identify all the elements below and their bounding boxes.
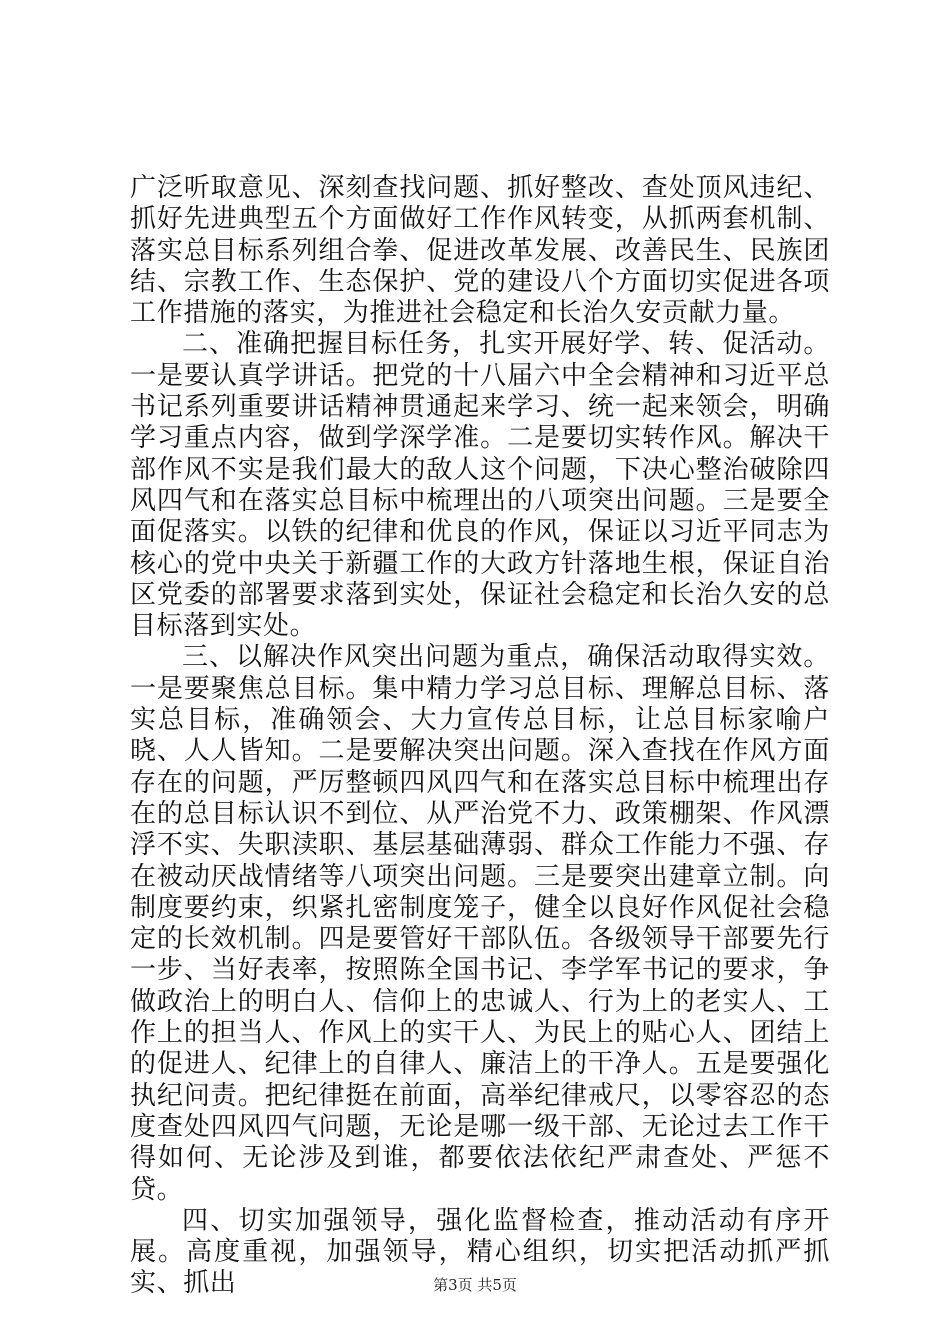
- paragraph-section-four: 四、切实加强领导，强化监督检查，推动活动有序开展。高度重视，加强领导，精心组织，切实把活动抓严抓实、抓出: [130, 1205, 830, 1299]
- paragraph-continuation: 广泛听取意见、深刻查找问题、抓好整改、查处顶风违纪、抓好先进典型五个方面做好工作作风转变，从抓两套机制、落实总目标系列组合拳、促进改革发展、改善民生、民族团结、宗教工作、生态保护、党的建设八个方面切实促进各项工作措施的落实，为推进社会稳定和长治久安贡献力量。: [130, 173, 830, 329]
- paragraph-section-three: 三、以解决作风突出问题为重点，确保活动取得实效。一是要聚焦总目标。集中精力学习总目标、理解总目标、落实总目标，准确领会、大力宣传总目标，让总目标家喻户晓、人人皆知。二是要解决突出问题。深入查找在作风方面存在的问题，严厉整顿四风四气和在落实总目标中梳理出存在的总目标认识不到位、从严治党不力、政策棚架、作风漂浮不实、失职渎职、基层基础薄弱、群众工作能力不强、存在被动厌战情绪等八项突出问题。三是要突出建章立制。向制度要约束，织紧扎密制度笼子，健全以良好作风促社会稳定的长效机制。四是要管好干部队伍。各级领导干部要先行一步、当好表率，按照陈全国书记、李学军书记的要求，争做政治上的明白人、信仰上的忠诚人、行为上的老实人、工作上的担当人、作风上的实干人、为民上的贴心人、团结上的促进人、纪律上的自律人、廉洁上的干净人。五是要强化执纪问责。把纪律挺在前面，高举纪律戒尺，以零容忍的态度查处四风四气问题，无论是哪一级干部、无论过去工作干得如何、无论涉及到谁，都要依法依纪严肃查处、严惩不贷。: [130, 642, 830, 1205]
- page-footer: [0, 1275, 950, 1295]
- paragraph-section-two: 二、准确把握目标任务，扎实开展好学、转、促活动。一是要认真学讲话。把党的十八届六中全会精神和习近平总书记系列重要讲话精神贯通起来学习、统一起来领会，明确学习重点内容，做到学深学准。二是要切实转作风。解决干部作风不实是我们最大的敌人这个问题，下决心整治破除四风四气和在落实总目标中梳理出的八项突出问题。三是要全面促落实。以铁的纪律和优良的作风，保证以习近平同志为核心的党中央关于新疆工作的大政方针落地生根，保证自治区党委的部署要求落到实处，保证社会稳定和长治久安的总目标落到实处。: [130, 329, 830, 642]
- page-indicator: 第3页 共5页: [433, 1276, 517, 1294]
- body-text: [130, 173, 830, 1300]
